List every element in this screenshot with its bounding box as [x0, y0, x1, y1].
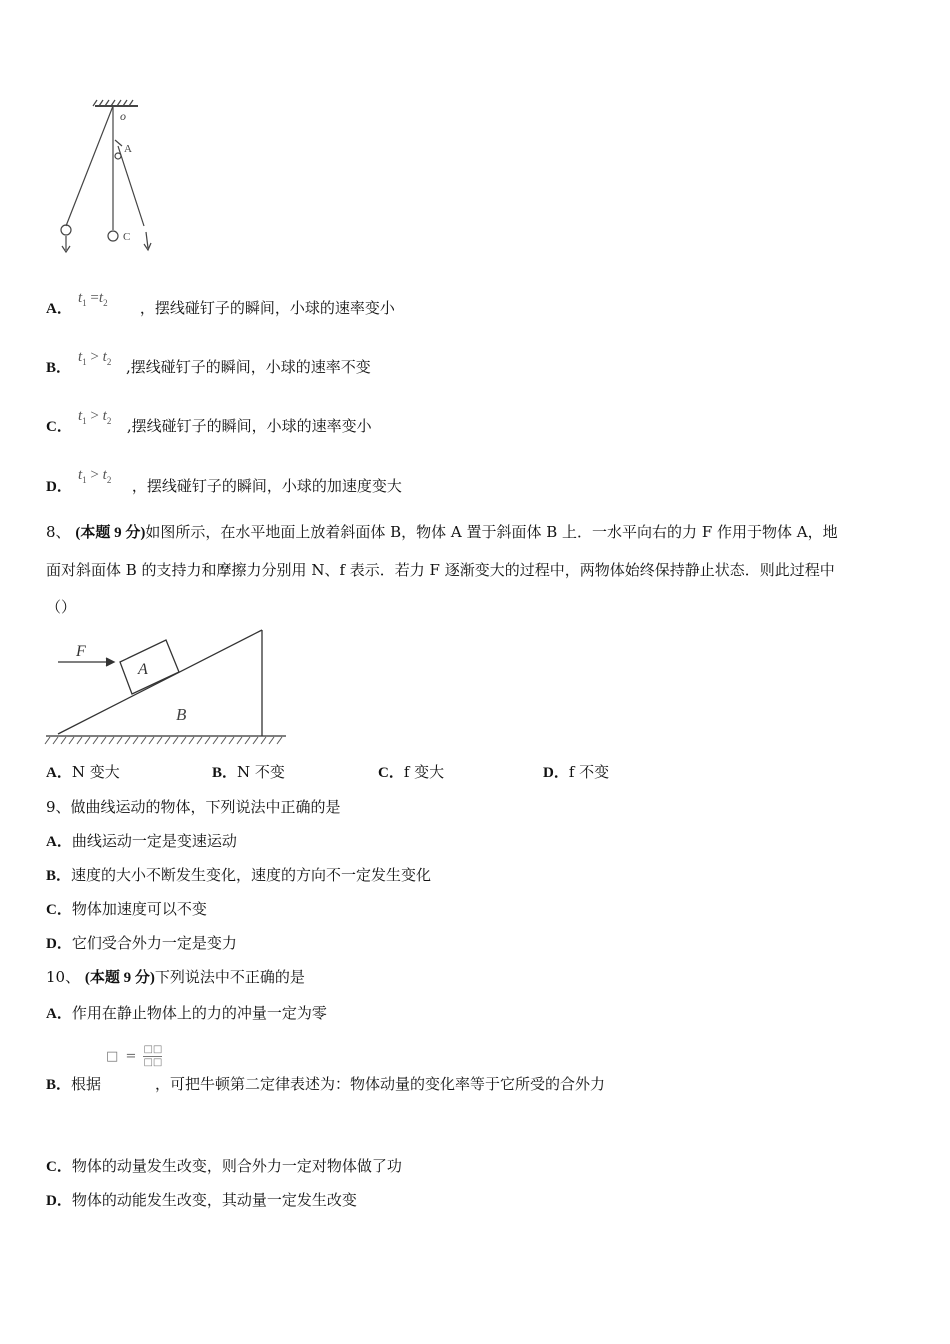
q7-d-math: $t_1 > t_2$	[78, 467, 112, 485]
q7-a-math: $t_1 =t_2$	[78, 290, 108, 308]
pendulum-figure	[50, 98, 160, 260]
q7-b-math: $t_1 > t_2$	[78, 349, 112, 367]
pendulum-label-c: C	[123, 231, 131, 243]
q9-option-c: C．物体加速度可以不变	[46, 900, 207, 918]
incline-label-b: B	[176, 705, 187, 724]
pendulum-label-o: o	[120, 109, 126, 123]
q8-stem-line2: 面对斜面体 B 的支持力和摩擦力分别用 N、f 表示．若力 F 逐渐变大的过程中，两物体始终保持静止状态．则此过程中	[46, 561, 835, 579]
momentum-formula: □ = □□ □□	[106, 1044, 163, 1068]
q8-stem-line1: 8、 (本题 9 分)如图所示，在水平地面上放着斜面体 B，物体 A 置于斜面体 B 上．一水平向右的力 F 作用于物体 A，地	[46, 523, 838, 541]
pendulum-label-a: A	[124, 143, 132, 155]
q10-option-b: B．根据 ，可把牛顿第二定律表述为：物体动量的变化率等于它所受的合外力	[46, 1075, 606, 1093]
q8-option-a: A．N 变大	[46, 763, 120, 781]
incline-label-a: A	[138, 661, 148, 678]
q10-stem: 10、 (本题 9 分)下列说法中不正确的是	[46, 968, 305, 986]
incline-label-f: F	[76, 643, 86, 660]
incline-figure	[44, 626, 290, 746]
q8-option-d: D．f 不变	[543, 763, 610, 781]
q9-option-b: B．速度的大小不断发生变化，速度的方向不一定发生变化	[46, 866, 432, 884]
q9-stem: 9、做曲线运动的物体，下列说法中正确的是	[46, 798, 341, 816]
q8-option-c: C．f 变大	[378, 763, 445, 781]
q10-option-a: A．作用在静止物体上的力的冲量一定为零	[46, 1004, 327, 1022]
q8-option-b: B．N 不变	[212, 763, 285, 781]
q9-option-a: A．曲线运动一定是变速运动	[46, 832, 237, 850]
q7-c-math: $t_1 > t_2$	[78, 408, 112, 426]
q10-option-c: C．物体的动量发生改变，则合外力一定对物体做了功	[46, 1157, 402, 1175]
q10-option-d: D．物体的动能发生改变，其动量一定发生改变	[46, 1191, 357, 1209]
q9-option-d: D．它们受合外力一定是变力	[46, 934, 237, 952]
q8-stem-line3: （）	[46, 598, 77, 616]
